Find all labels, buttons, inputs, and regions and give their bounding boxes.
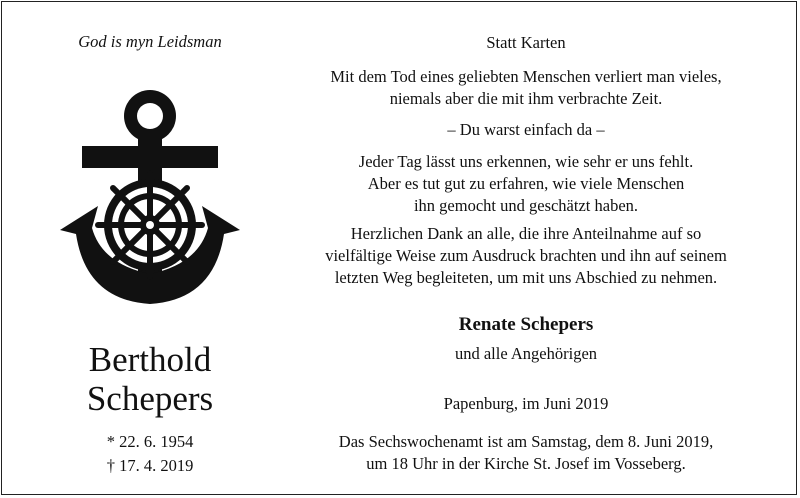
notice-line: um 18 Uhr in der Kirche St. Josef im Vosseberg. [366,454,686,473]
deceased-first-name: Berthold [88,340,212,379]
notice-line: Das Sechswochenamt ist am Samstag, dem 8. Juni 2019, [338,432,714,451]
deceased-last-name: Schepers [86,379,214,418]
thanks-line: letzten Weg begleiteten, um mit uns Abschied zu nehmen. [334,268,718,287]
death-date: † 17. 4. 2019 [106,456,194,475]
verse-line: niemals aber die mit ihm verbrachte Zeit. [389,89,663,108]
signatory-name: Renate Schepers [458,314,594,335]
verse-short: – Du warst einfach da – [447,120,605,139]
verse-line: Mit dem Tod eines geliebten Menschen verliert man vieles, [330,67,722,86]
verse-line: Jeder Tag lässt uns erkennen, wie sehr er uns fehlt. [358,152,694,171]
anchor-with-ships-wheel-icon [58,82,242,310]
motto: God is myn Leidsman [78,32,222,51]
verse-loss [280,66,772,110]
verse-line: ihn gemocht und geschätzt haben. [413,196,639,215]
thanks-line: Herzlichen Dank an alle, die ihre Anteilnahme auf so [350,224,702,243]
service-notice [280,431,772,475]
place-date: Papenburg, im Juni 2019 [443,394,609,413]
deceased-name [40,340,260,418]
birth-date: * 22. 6. 1954 [106,432,194,451]
verse-missing [280,151,772,217]
life-dates [40,430,260,478]
verse-line: Aber es tut gut zu erfahren, wie viele Menschen [367,174,685,193]
thanks-line: vielfältige Weise zum Ausdruck brachten und ihn auf seinem [325,246,727,265]
notice-title: Statt Karten [486,33,566,52]
thanks-paragraph [280,223,772,289]
family-line: und alle Angehörigen [454,344,598,363]
